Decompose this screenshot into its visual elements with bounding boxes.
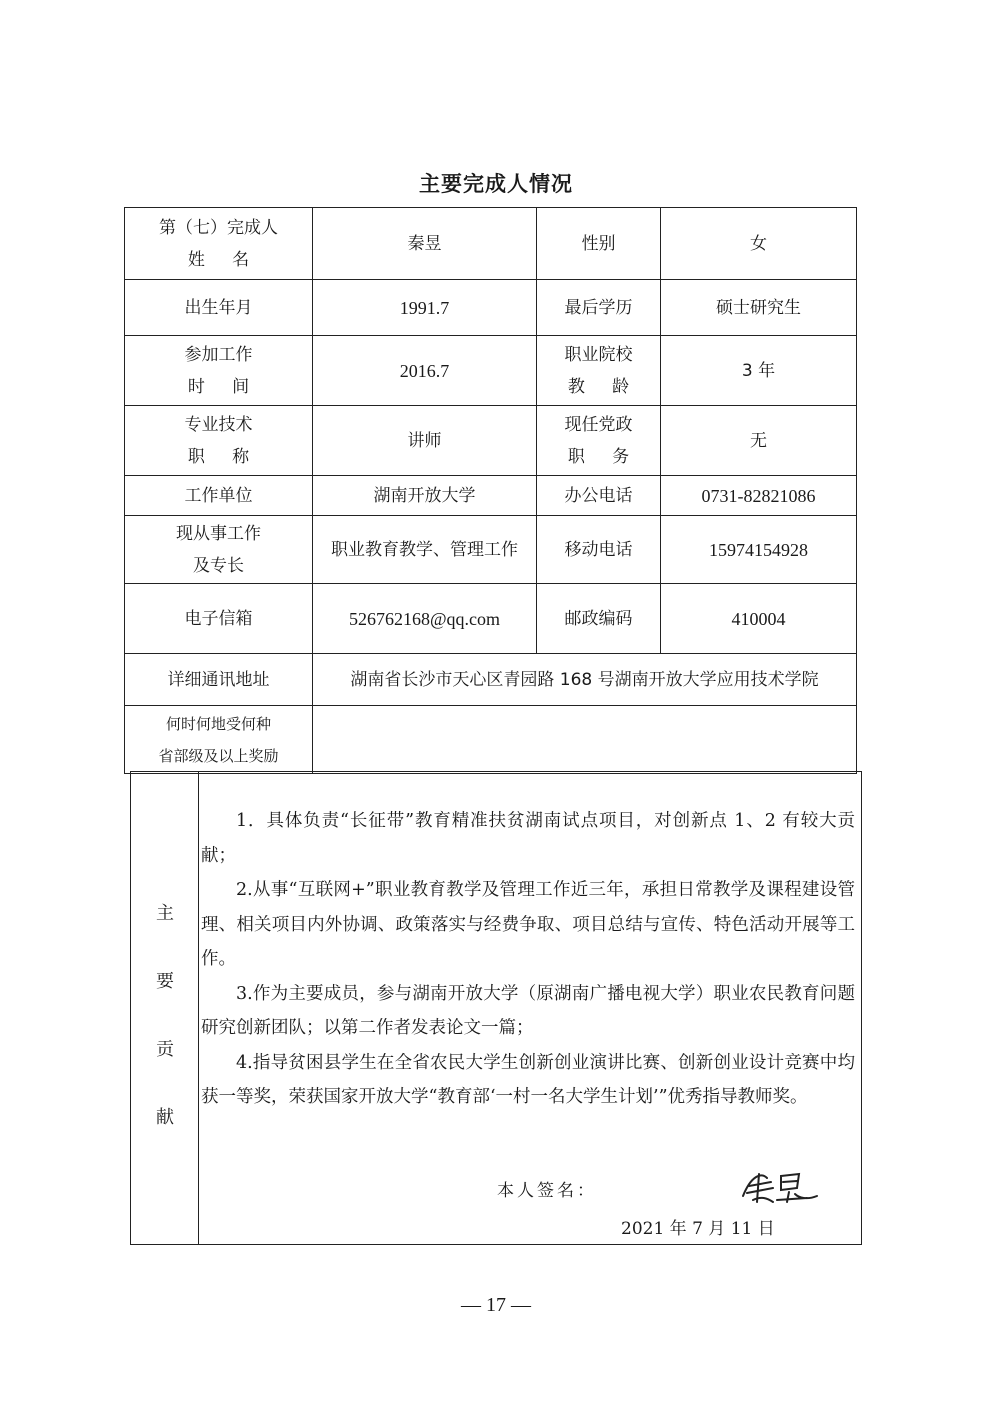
office-phone-label: 办公电话 — [537, 476, 661, 516]
contributions-label-char: 要 — [156, 971, 174, 992]
teaching-years-value: 3 年 — [661, 336, 857, 406]
address-label: 详细通讯地址 — [125, 654, 313, 706]
table-row — [125, 406, 857, 476]
pro-title-label — [125, 406, 313, 476]
teaching-years-label — [537, 336, 661, 406]
postcode-value: 410004 — [661, 584, 857, 654]
awards-label-line1: 何时何地受何种 — [165, 714, 271, 733]
party-post-label — [537, 406, 661, 476]
contribution-paragraph: 3.作为主要成员，参与湖南开放大学（原湖南广播电视大学）职业农民教育问题研究创新团队；以第二作者发表论文一篇； — [201, 983, 855, 1038]
table-row — [125, 706, 857, 774]
party-post-label-line2: 职务 — [567, 446, 657, 467]
teaching-years-label-line2: 教龄 — [567, 376, 657, 397]
education-value: 硕士研究生 — [661, 280, 857, 336]
signature-label: 本人签名： — [497, 1181, 597, 1201]
awards-value — [313, 706, 857, 774]
office-phone-value: 0731-82821086 — [661, 476, 857, 516]
contribution-paragraph: 4.指导贫困县学生在全省农民大学生创新创业演讲比赛、创新创业设计竞赛中均获一等奖，荣获国家开放大学“教育部‘一村一名大学生计划’”优秀指导教师奖。 — [201, 1052, 855, 1107]
gender-value: 女 — [661, 208, 857, 280]
table-row — [125, 516, 857, 584]
work-start-value: 2016.7 — [313, 336, 537, 406]
specialty-label — [125, 516, 313, 584]
awards-label — [125, 706, 313, 774]
postcode-label: 邮政编码 — [537, 584, 661, 654]
page-title: 主要完成人情况 — [419, 172, 573, 196]
contributions-label-char: 献 — [156, 1107, 174, 1128]
pro-title-label-line1: 专业技术 — [184, 414, 253, 435]
table-row — [125, 476, 857, 516]
info-table — [124, 207, 857, 774]
contributions-label-char: 主 — [156, 903, 174, 924]
specialty-label-line2: 及专长 — [193, 555, 244, 576]
table-row — [125, 336, 857, 406]
awards-label-line2: 省部级及以上奖励 — [158, 746, 279, 765]
unit-label: 工作单位 — [125, 476, 313, 516]
party-post-value: 无 — [661, 406, 857, 476]
birth-value: 1991.7 — [313, 280, 537, 336]
contributions-label-char: 贡 — [156, 1039, 174, 1060]
specialty-label-line1: 现从事工作 — [176, 523, 261, 544]
name-value: 秦昱 — [313, 208, 537, 280]
mobile-label: 移动电话 — [537, 516, 661, 584]
name-label — [125, 208, 313, 280]
gender-label: 性别 — [537, 208, 661, 280]
unit-value: 湖南开放大学 — [313, 476, 537, 516]
party-post-label-line1: 现任党政 — [564, 414, 633, 435]
name-label-line2: 姓名 — [187, 249, 277, 270]
specialty-value: 职业教育教学、管理工作 — [313, 516, 537, 584]
table-row — [125, 208, 857, 280]
table-row — [125, 584, 857, 654]
birth-label: 出生年月 — [125, 280, 313, 336]
contribution-paragraph: 2.从事“互联网+”职业教育教学及管理工作近三年，承担日常教学及课程建设管理、相关项目内外协调、政策落实与经费争取、项目总结与宣传、特色活动开展等工作。 — [201, 880, 855, 969]
table-row — [125, 654, 857, 706]
pro-title-value: 讲师 — [313, 406, 537, 476]
contribution-paragraph: 1．具体负责“长征带”教育精准扶贫湖南试点项目，对创新点 1、2 有较大贡献； — [201, 811, 855, 866]
handwritten-signature — [737, 1166, 823, 1206]
work-start-label-line1: 参加工作 — [184, 344, 253, 365]
contributions-label — [131, 772, 199, 1244]
pro-title-label-line2: 职称 — [187, 446, 277, 467]
signature-date: 2021 年 7 月 11 日 — [621, 1219, 775, 1239]
mobile-value: 15974154928 — [661, 516, 857, 584]
name-label-line1: 第（七）完成人 — [159, 217, 278, 238]
email-label: 电子信箱 — [125, 584, 313, 654]
work-start-label — [125, 336, 313, 406]
education-label: 最后学历 — [537, 280, 661, 336]
email-value: 526762168@qq.com — [313, 584, 537, 654]
work-start-label-line2: 时间 — [187, 376, 277, 397]
address-value: 湖南省长沙市天心区青园路 168 号湖南开放大学应用技术学院 — [313, 654, 857, 706]
teaching-years-label-line1: 职业院校 — [564, 344, 633, 365]
page-number: — 17 — — [461, 1294, 531, 1316]
table-row — [125, 280, 857, 336]
